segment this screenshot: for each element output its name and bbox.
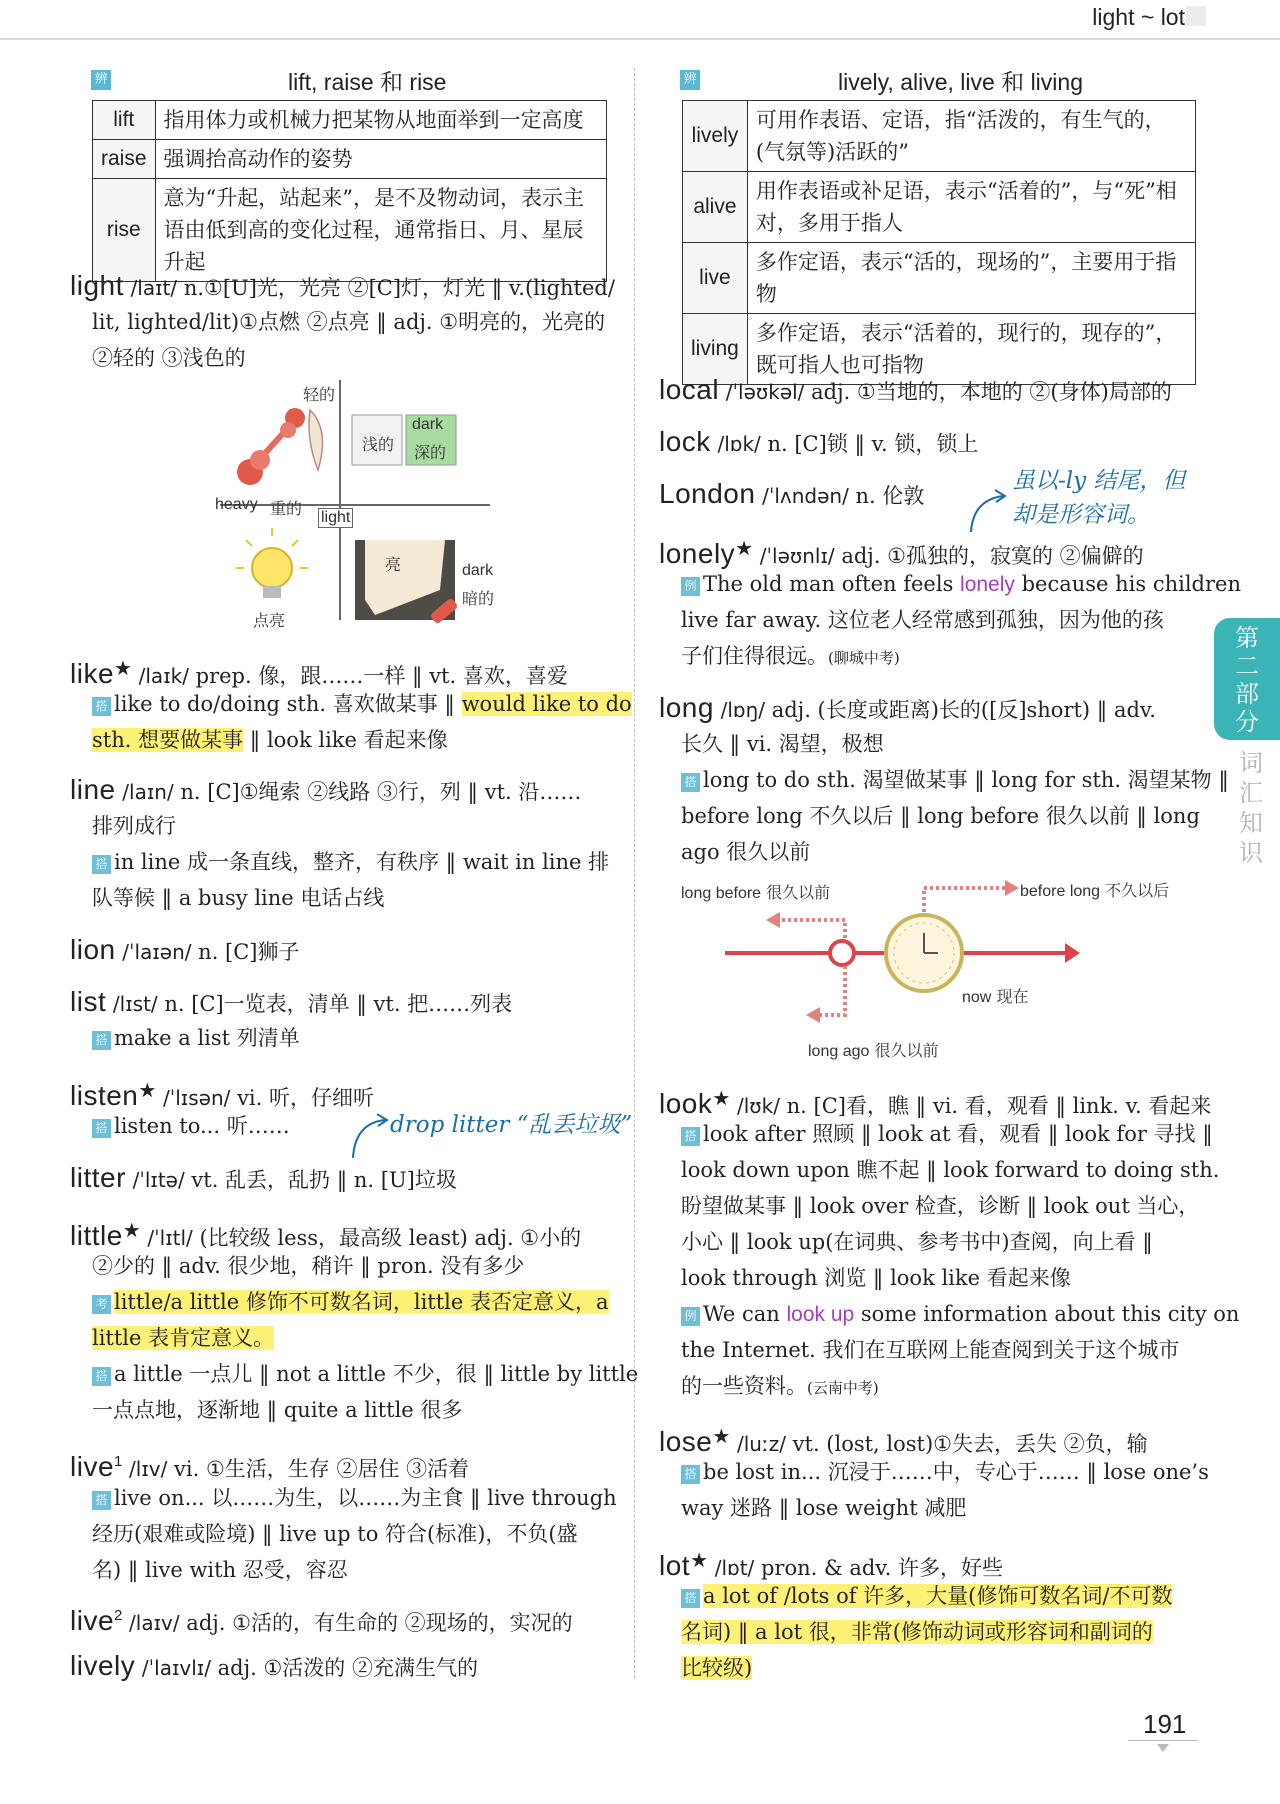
source-label: (聊城中考)	[828, 649, 900, 667]
entry-light	[70, 268, 615, 306]
collocation-icon: 搭	[92, 1119, 111, 1138]
star-icon: ★	[712, 1086, 731, 1110]
star-icon: ★	[138, 1078, 157, 1102]
collocation-icon: 搭	[681, 1465, 700, 1484]
table-meaning: 意为“升起，站起来”，是不及物动词，表示主语由低到高的变化过程，通常指日、月、星辰升起	[155, 179, 606, 282]
handwritten-note-ly-2: 却是形容词。	[1012, 502, 1150, 528]
exam-note-line	[92, 1320, 274, 1356]
homograph-number: 1	[114, 1453, 123, 1470]
collocation-text: make a list 列清单	[114, 1026, 300, 1050]
entry-line	[70, 772, 581, 810]
definition-cont: ②少的 ‖ adv. 很少地，稍许 ‖ pron. 没有多少	[92, 1254, 525, 1278]
collocation-line: way 迷路 ‖ lose weight 减肥	[681, 1496, 967, 1520]
collocation-text: in line 成一条直线，整齐，有秩序 ‖ wait in line 排	[114, 850, 610, 874]
label-text: long ago	[808, 1043, 870, 1060]
table-meaning: 强调抬高动作的姿势	[155, 140, 606, 179]
collocation-icon: 搭	[92, 1491, 111, 1510]
headword: live	[70, 1451, 115, 1482]
highlighted-text: 名词) ‖ a lot 很，非常(修饰动词或形容词和副词的	[681, 1620, 1153, 1644]
pronunciation: /laɪk/	[138, 664, 189, 688]
collocation-line: 队等候 ‖ a busy line 电话占线	[92, 886, 385, 910]
past-marker	[830, 941, 854, 965]
section-label	[1236, 748, 1266, 868]
example-line	[681, 1368, 879, 1406]
collocation-line: look through 浏览 ‖ look like 看起来像	[681, 1266, 1071, 1290]
collocation-line: 名) ‖ live with 忍受，容忍	[92, 1558, 348, 1582]
definition: (比较级 less，最高级 least) adj. ①小的	[199, 1226, 582, 1250]
example-line: the Internet. 我们在互联网上能查阅到关于这个城市	[681, 1338, 1180, 1362]
section-char: 知	[1239, 809, 1263, 837]
part-tab-char: 第	[1235, 624, 1259, 652]
headword: lose	[659, 1426, 713, 1457]
definition: n. [C]狮子	[198, 940, 300, 964]
headword: light	[70, 270, 124, 301]
table-meaning: 指用体力或机械力把某物从地面举到一定高度	[155, 101, 606, 140]
entry-local	[659, 372, 1172, 410]
collocation-line: look down upon 瞧不起 ‖ look forward to doing sth.	[681, 1158, 1220, 1182]
part-tab-char: 二	[1235, 652, 1259, 680]
collocation-line	[92, 1020, 300, 1056]
column-divider	[634, 68, 635, 1678]
table1-title: lift, raise 和 rise	[288, 69, 447, 95]
part-tab-char: 部	[1235, 680, 1259, 708]
pronunciation: /ˈlaɪvlɪ/	[141, 1656, 211, 1680]
star-icon: ★	[114, 656, 132, 680]
example-text: some information about this city on	[854, 1302, 1240, 1326]
example-text: because his children	[1014, 572, 1241, 596]
handwritten-note-drop-litter: drop litter “乱丢垃圾”	[390, 1112, 633, 1138]
headword: list	[70, 986, 107, 1017]
table-meaning: 多作定语，表示“活的，现场的”，主要用于指物	[747, 243, 1195, 314]
label-text: before long	[1020, 883, 1101, 900]
collocation-line	[681, 1454, 1209, 1490]
label-text: now	[962, 989, 992, 1006]
collocation-line	[681, 762, 1229, 798]
collocation-line: 盼望做某事 ‖ look over 检查，诊断 ‖ look out 当心，	[681, 1194, 1200, 1218]
collocation-line	[681, 1116, 1213, 1152]
label-an: 暗的	[462, 589, 495, 608]
highlighted-text: a lot of /lots of 许多，大量(修饰可数名词/不可数	[703, 1584, 1173, 1608]
section-char: 汇	[1239, 779, 1263, 807]
collocation-line: before long 不久以后 ‖ long before 很久以前 ‖ long	[681, 804, 1200, 828]
definition: pron. & adv. 许多，好些	[760, 1556, 1004, 1580]
label-dark: dark	[412, 416, 444, 433]
highlighted-text: would like to do	[461, 692, 632, 716]
clock-icon	[886, 915, 962, 991]
collocation-icon: 搭	[92, 1031, 111, 1050]
table-meaning: 用作表语或补足语，表示“活着的”，与“死”相对，多用于指人	[747, 172, 1195, 243]
star-icon: ★	[122, 1218, 141, 1242]
dumbbell-icon	[237, 408, 305, 485]
collocation-line	[92, 1356, 638, 1392]
table-meaning: 可用作表语、定语，指“活泼的，有生气的，(气氛等)活跃的”	[747, 101, 1195, 172]
section-char: 识	[1239, 839, 1263, 867]
header-tab-marker	[1186, 6, 1206, 26]
table-word: lively	[683, 101, 748, 172]
example-text: 子们住得很远。	[681, 644, 828, 668]
definition: n.①[U]光，光亮 ②[C]灯，灯光 ‖ v.(lighted/	[183, 276, 615, 300]
pronunciation: /ˈləʊnlɪ/	[759, 544, 835, 568]
table-row	[93, 140, 607, 179]
collocation-icon: 搭	[681, 773, 700, 792]
pronunciation: /lɒk/	[717, 432, 761, 456]
label-heavy: heavy	[215, 496, 258, 513]
headword: lot	[659, 1550, 691, 1581]
collocation-icon: 搭	[92, 855, 111, 874]
collocation-text: listen to... 听……	[114, 1114, 290, 1138]
label-before-long	[1020, 878, 1169, 901]
pronunciation: /ˈlʌndən/	[762, 484, 849, 508]
pronunciation: /lɪv/	[129, 1457, 168, 1481]
header-rule	[0, 38, 1280, 40]
source-label: (云南中考)	[807, 1379, 879, 1397]
entry-lock	[659, 424, 978, 462]
collocation-text: ‖ look like 看起来像	[243, 728, 448, 752]
collocation-text: look after 照顾 ‖ look at 看，观看 ‖ look for 寻找 ‖	[703, 1122, 1213, 1146]
definition: n. [C]锁 ‖ v. 锁，锁上	[767, 432, 979, 456]
part-tab-char: 分	[1235, 708, 1259, 736]
entry-london	[659, 476, 924, 514]
collocation-icon: 搭	[92, 1367, 111, 1386]
example-text: We can	[703, 1302, 787, 1326]
feather-icon	[309, 410, 323, 470]
example-icon: 例	[681, 1307, 700, 1326]
headword: lively	[70, 1650, 136, 1681]
highlighted-text: 比较级)	[681, 1656, 753, 1680]
light-bulb-icon	[236, 528, 308, 598]
label-long-before	[681, 880, 830, 903]
label-light: light	[318, 508, 353, 528]
table-meaning: 多作定语，表示“活着的，现行的，现存的”，既可指人也可指物	[747, 314, 1195, 385]
definition: adj. ①当地的，本地的 ②(身体)局部的	[811, 380, 1172, 404]
example-line	[681, 1296, 1239, 1333]
pronunciation: /ˈlɪsən/	[163, 1086, 231, 1110]
definition: n. [C]看，瞧 ‖ vi. 看，观看 ‖ link. v. 看起来	[786, 1094, 1212, 1118]
label-liang: 亮	[385, 555, 402, 574]
headword: long	[659, 692, 714, 723]
collocation-line	[92, 722, 448, 758]
definition: adj. ①活泼的 ②充满生气的	[217, 1656, 478, 1680]
example-text: 的一些资料。	[681, 1374, 807, 1398]
collocation-text: be lost in... 沉浸于……中，专心于…… ‖ lose one’s	[703, 1460, 1209, 1484]
distinction-icon: 辨	[91, 70, 111, 90]
collocation-line: ago 很久以前	[681, 840, 811, 864]
entry-list	[70, 984, 512, 1022]
definition: n. 伦敦	[855, 484, 925, 508]
handwritten-note-ly: 虽以-ly 结尾，但	[1012, 468, 1186, 494]
example-text: The old man often feels	[703, 572, 961, 596]
pronunciation: /laɪn/	[122, 780, 174, 804]
pronunciation: /lʊk/	[737, 1094, 780, 1118]
headword: London	[659, 478, 756, 509]
keyword-highlight: look up	[786, 1303, 855, 1326]
headword: local	[659, 374, 720, 405]
table-word: alive	[683, 172, 748, 243]
definition-cont: 长久 ‖ vi. 渴望，极想	[681, 732, 884, 756]
headword: listen	[70, 1080, 139, 1111]
definition: adj. ①活的，有生命的 ②现场的，实况的	[186, 1611, 573, 1635]
pronunciation: /ˈlaɪən/	[122, 940, 192, 964]
collocation-line	[92, 844, 609, 880]
entry-light-line2: lit, lighted/lit)①点燃 ②点亮 ‖ adj. ①明亮的，光亮的	[92, 310, 606, 334]
headword: look	[659, 1088, 713, 1119]
pronunciation: /ˈlɪtl/	[147, 1226, 193, 1250]
entry-litter	[70, 1160, 457, 1198]
star-icon: ★	[712, 1424, 731, 1448]
example-line	[681, 638, 900, 676]
highlighted-text: little/a little 修饰不可数名词，little 表否定意义，a	[114, 1290, 609, 1314]
distinction-icon: 辨	[680, 70, 700, 90]
label-zhong: 重的	[270, 499, 303, 518]
example-line: live far away. 这位老人经常感到孤独，因为他的孩	[681, 608, 1164, 632]
collocation-line	[681, 1614, 1153, 1650]
definition: n. [C]①绳索 ②线路 ③行，列 ‖ vt. 沿……	[180, 780, 582, 804]
collocation-line: 小心 ‖ look up(在词典、参考书中)查阅，向上看 ‖	[681, 1230, 1153, 1254]
running-head: light ~ lot	[1092, 4, 1185, 30]
collocation-line	[92, 1108, 290, 1144]
collocation-text: live on... 以……为生，以……为主食 ‖ live through	[114, 1486, 617, 1510]
keyword-highlight: lonely	[960, 573, 1015, 596]
pronunciation: /laɪt/	[130, 276, 178, 300]
star-icon: ★	[735, 536, 754, 560]
highlighted-text: sth. 想要做某事	[92, 728, 244, 752]
highlighted-text: little 表肯定意义。	[92, 1326, 275, 1350]
label-now	[962, 984, 1028, 1007]
table-row	[683, 172, 1196, 243]
collocation-line: 一点点地，逐渐地 ‖ quite a little 很多	[92, 1398, 463, 1422]
collocation-icon: 搭	[681, 1589, 700, 1608]
label-text: 现在	[996, 987, 1029, 1006]
label-text: 很久以前	[874, 1041, 939, 1060]
page-arrow-icon	[1157, 1744, 1169, 1752]
pronunciation: /lɪst/	[112, 992, 158, 1016]
headword: lion	[70, 934, 116, 965]
table1	[92, 100, 607, 282]
headword: little	[70, 1220, 123, 1251]
example-line	[681, 566, 1241, 603]
pronunciation: /ˈləʊkəl/	[725, 380, 805, 404]
entry-lion	[70, 932, 300, 970]
entry-long	[659, 690, 1156, 728]
table-row	[93, 101, 607, 140]
label-qing: 轻的	[303, 385, 336, 404]
pronunciation: /lɒt/	[714, 1556, 755, 1580]
definition: n. [C]一览表，清单 ‖ vt. 把……列表	[164, 992, 513, 1016]
label-text: long before	[681, 885, 762, 902]
pronunciation: /laɪv/	[129, 1611, 180, 1635]
exam-note-line	[92, 1284, 609, 1320]
label-long-ago	[808, 1038, 939, 1061]
pronunciation: /luːz/	[737, 1432, 786, 1456]
definition-cont: 排列成行	[92, 814, 176, 838]
collocation-text: a little 一点儿 ‖ not a little 不少，很 ‖ little by little	[114, 1362, 639, 1386]
definition: vi. ①生活，生存 ②居住 ③活着	[174, 1457, 470, 1481]
label-shen: 深的	[414, 443, 447, 462]
table2-title: lively, alive, live 和 living	[838, 69, 1083, 95]
collocation-text: long to do sth. 渴望做某事 ‖ long for sth. 渴望某物 ‖	[703, 768, 1229, 792]
part-tab	[1214, 618, 1280, 740]
definition: adj. (长度或距离)长的([反]short) ‖ adv.	[771, 698, 1156, 722]
table-word: live	[683, 243, 748, 314]
definition: adj. ①孤独的，寂寞的 ②偏僻的	[841, 544, 1144, 568]
example-icon: 例	[681, 577, 700, 596]
headword: lonely	[659, 538, 736, 569]
label-text: 不久以后	[1105, 881, 1170, 900]
entry-live2	[70, 1598, 573, 1641]
table-word: rise	[93, 179, 156, 282]
headword: lock	[659, 426, 711, 457]
collocation-line	[681, 1650, 752, 1686]
pronunciation: /ˈlɪtə/	[132, 1168, 185, 1192]
entry-light-line3: ②轻的 ③浅色的	[92, 346, 246, 370]
collocation-line	[681, 1578, 1172, 1614]
note-arrow-icon	[965, 488, 1015, 536]
collocation-line: 经历(艰难或险境) ‖ live up to 符合(标准)，不负(盛	[92, 1522, 578, 1546]
section-char: 词	[1239, 749, 1263, 777]
definition: prep. 像，跟……一样 ‖ vt. 喜欢，喜爱	[195, 664, 568, 688]
definition: vi. 听，仔细听	[237, 1086, 374, 1110]
collocation-line	[92, 686, 632, 722]
note-arrow-icon	[345, 1108, 395, 1163]
label-dianliang: 点亮	[253, 611, 286, 630]
headword: like	[70, 658, 115, 689]
table2	[682, 100, 1196, 385]
collocation-icon: 搭	[92, 697, 111, 716]
homograph-number: 2	[114, 1607, 123, 1624]
table-row	[683, 101, 1196, 172]
flashlight-icon	[355, 540, 459, 625]
page-number-rule	[1128, 1740, 1198, 1741]
page-number: 191	[1143, 1709, 1187, 1739]
table-word: lift	[93, 101, 156, 140]
headword: line	[70, 774, 116, 805]
label-qian: 浅的	[362, 435, 395, 454]
table-row	[93, 179, 607, 282]
pronunciation: /lɒŋ/	[720, 698, 766, 722]
exam-icon: 考	[92, 1295, 111, 1314]
definition: vt. 乱丢，乱扔 ‖ n. [U]垃圾	[191, 1168, 457, 1192]
table-word: raise	[93, 140, 156, 179]
entry-lively	[70, 1648, 478, 1686]
headword: litter	[70, 1162, 126, 1193]
label-text: 很久以前	[766, 883, 831, 902]
star-icon: ★	[690, 1548, 709, 1572]
table-row	[683, 243, 1196, 314]
label-dark-2: dark	[462, 562, 494, 579]
definition: vt. (lost, lost)①失去，丢失 ②负，输	[792, 1432, 1148, 1456]
table-word: living	[683, 314, 748, 385]
collocation-text: like to do/doing sth. 喜欢做某事 ‖	[114, 692, 462, 716]
headword: live	[70, 1605, 115, 1636]
collocation-icon: 搭	[681, 1127, 700, 1146]
collocation-line	[92, 1480, 617, 1516]
